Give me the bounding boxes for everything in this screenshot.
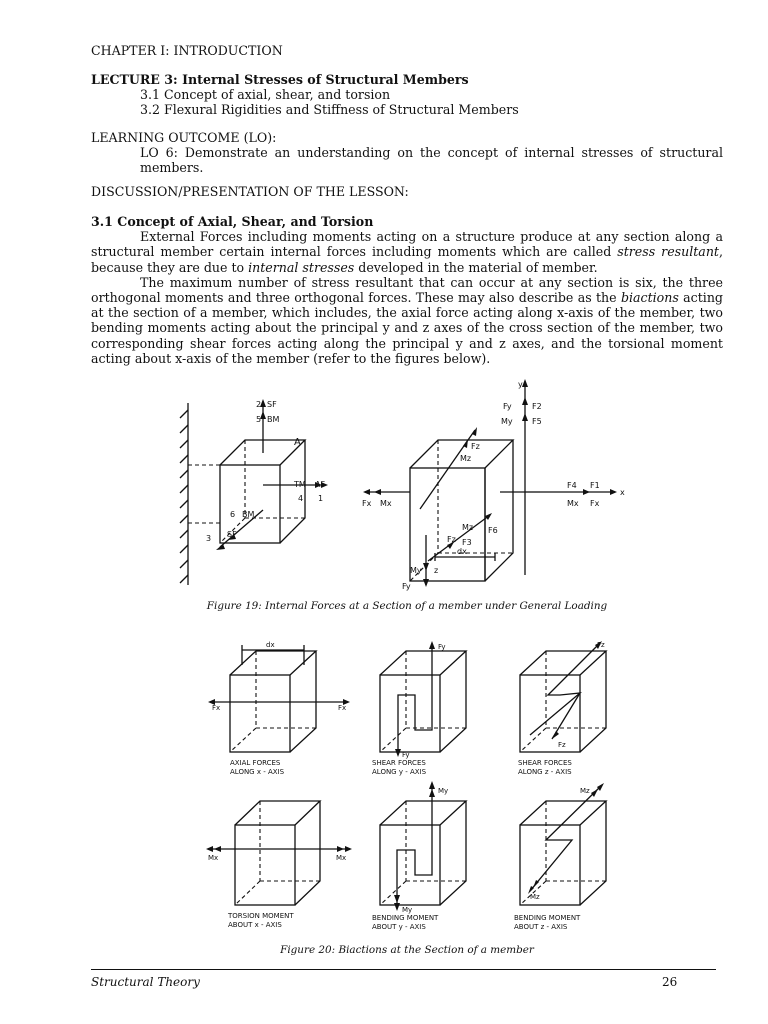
panel-shear-y — [380, 641, 466, 757]
paragraph-2: The maximum number of stress resultant that can occur at any section is six, the three orthogonal moments and three orthogonal forces. These may also describe as the biactions acting at the section of a member, which includes, the axial force acting along x-axis of the member, two bending moments acting about the principal y and z axes of the cross section of the member, two corresponding shear forces acting along the principal y and z axes, and the torsional moment acting about x-axis of the member (refer to the figures below). — [91, 274, 723, 366]
figure-20-caption: Figure 20: Biactions at the Section of a member — [280, 944, 534, 956]
p2-label-fy-top: Fy — [438, 643, 446, 651]
figure-20-diagram — [200, 635, 620, 940]
label-x-axis: x — [620, 488, 625, 497]
label-f5: F5 — [532, 417, 542, 426]
label-mx-left: Mx — [380, 499, 392, 508]
p5-caption-2: ABOUT y - AXIS — [372, 923, 426, 931]
label-n6: 6 — [230, 510, 236, 519]
paragraph-1: External Forces including moments acting on a structure produce at any section along a structural member certain internal forces including moments which are called stress resultant, because they are due to internal stresses developed in the material of member. — [91, 229, 724, 275]
cantilever-cube — [180, 399, 328, 585]
p4-label-mx-right: Mx — [336, 854, 347, 862]
label-n5: 5 — [256, 415, 262, 424]
label-fy-top: Fy — [503, 402, 512, 411]
label-bm-top: BM — [267, 415, 280, 424]
p6-caption-2: ABOUT z - AXIS — [514, 923, 568, 931]
label-af: AF — [315, 480, 326, 489]
p1-caption-2: ALONG x - AXIS — [230, 768, 285, 776]
learning-outcome-block — [91, 130, 723, 176]
label-fz-top: Fz — [471, 442, 480, 451]
p1-label-fx-right: Fx — [338, 704, 347, 712]
p1-label-dx: dx — [266, 641, 275, 649]
p4-caption-1: TORSION MOMENT — [228, 912, 294, 920]
label-n3: 3 — [206, 534, 212, 543]
p6-label-mz-top: Mz — [580, 787, 590, 795]
panel-torsion — [206, 801, 352, 905]
label-point-a: A — [294, 437, 301, 448]
label-f1: F1 — [590, 481, 600, 490]
p3-caption-1: SHEAR FORCES — [518, 759, 572, 767]
chapter-heading: CHAPTER I: INTRODUCTION — [91, 43, 283, 58]
label-sf-bot: SF — [227, 530, 237, 539]
label-mx-right: Mx — [567, 499, 579, 508]
label-bm-bot: BM — [242, 510, 255, 519]
p3-label-fz-top: Fz — [597, 641, 605, 649]
section-3-1 — [91, 214, 723, 366]
label-fx-left: Fx — [362, 499, 372, 508]
learning-outcome-text: LO 6: Demonstrate an understanding on the concept of internal stresses of structural members. — [140, 145, 723, 176]
panel-bending-z — [520, 783, 606, 905]
panel-shear-z — [520, 641, 606, 752]
footer-title: Structural Theory — [91, 975, 200, 989]
p4-caption-2: ABOUT x - AXIS — [228, 921, 282, 929]
label-f2: F2 — [532, 402, 542, 411]
lecture-title: LECTURE 3: Internal Stresses of Structural Members — [91, 72, 469, 87]
p2-caption-2: ALONG y - AXIS — [372, 768, 427, 776]
label-fx-right: Fx — [590, 499, 600, 508]
panel-axial-forces — [208, 645, 350, 752]
label-f4: F4 — [567, 481, 577, 490]
page-number: 26 — [662, 975, 678, 989]
label-my-bot: My — [410, 566, 422, 575]
label-n1: 1 — [318, 494, 324, 503]
p6-label-mz-bot: Mz — [530, 893, 540, 901]
footer-divider — [91, 969, 716, 970]
p1-caption-1: AXIAL FORCES — [230, 759, 281, 767]
label-dx: dx — [457, 547, 467, 556]
label-my-top: My — [501, 417, 513, 426]
label-sf-top: SF — [267, 400, 277, 409]
p5-label-my-top: My — [438, 787, 449, 795]
figure-19-caption: Figure 19: Internal Forces at a Section of a member under General Loading — [206, 600, 608, 612]
p3-caption-2: ALONG z - AXIS — [518, 768, 572, 776]
learning-outcome-heading: LEARNING OUTCOME (LO): — [91, 130, 277, 145]
label-mz-bot: Mz — [462, 523, 474, 532]
free-body-cube — [363, 379, 617, 587]
p6-caption-1: BENDING MOMENT — [514, 914, 581, 922]
discussion-heading: DISCUSSION/PRESENTATION OF THE LESSON: — [91, 184, 409, 199]
label-fy-bot: Fy — [402, 582, 411, 591]
label-n4: 4 — [298, 494, 304, 503]
p3-label-fz-bot: Fz — [558, 741, 566, 749]
topic-item: 3.1 Concept of axial, shear, and torsion — [140, 87, 391, 103]
wall-hatch — [180, 410, 188, 583]
section-heading: 3.1 Concept of Axial, Shear, and Torsion — [91, 214, 374, 229]
p5-caption-1: BENDING MOMENT — [372, 914, 439, 922]
label-z-axis: z — [434, 566, 439, 575]
p2-caption-1: SHEAR FORCES — [372, 759, 426, 767]
lecture-block — [91, 72, 723, 118]
figure-19-diagram — [170, 375, 650, 600]
topic-item: 3.2 Flexural Rigidities and Stiffness of Structural Members — [140, 102, 519, 118]
label-n2: 2 — [256, 400, 262, 409]
label-f3: F3 — [462, 538, 472, 547]
panel-bending-y — [380, 781, 466, 911]
p2-label-fy-bot: Fy — [402, 751, 410, 759]
label-y-axis: y — [518, 380, 523, 389]
label-fz-bot: Fz — [447, 535, 456, 544]
p5-label-my-bot: My — [402, 906, 413, 914]
label-f6: F6 — [488, 526, 498, 535]
p1-label-fx-left: Fx — [212, 704, 221, 712]
label-mz-top: Mz — [460, 454, 472, 463]
p4-label-mx-left: Mx — [208, 854, 219, 862]
label-tm: TM — [294, 480, 306, 489]
